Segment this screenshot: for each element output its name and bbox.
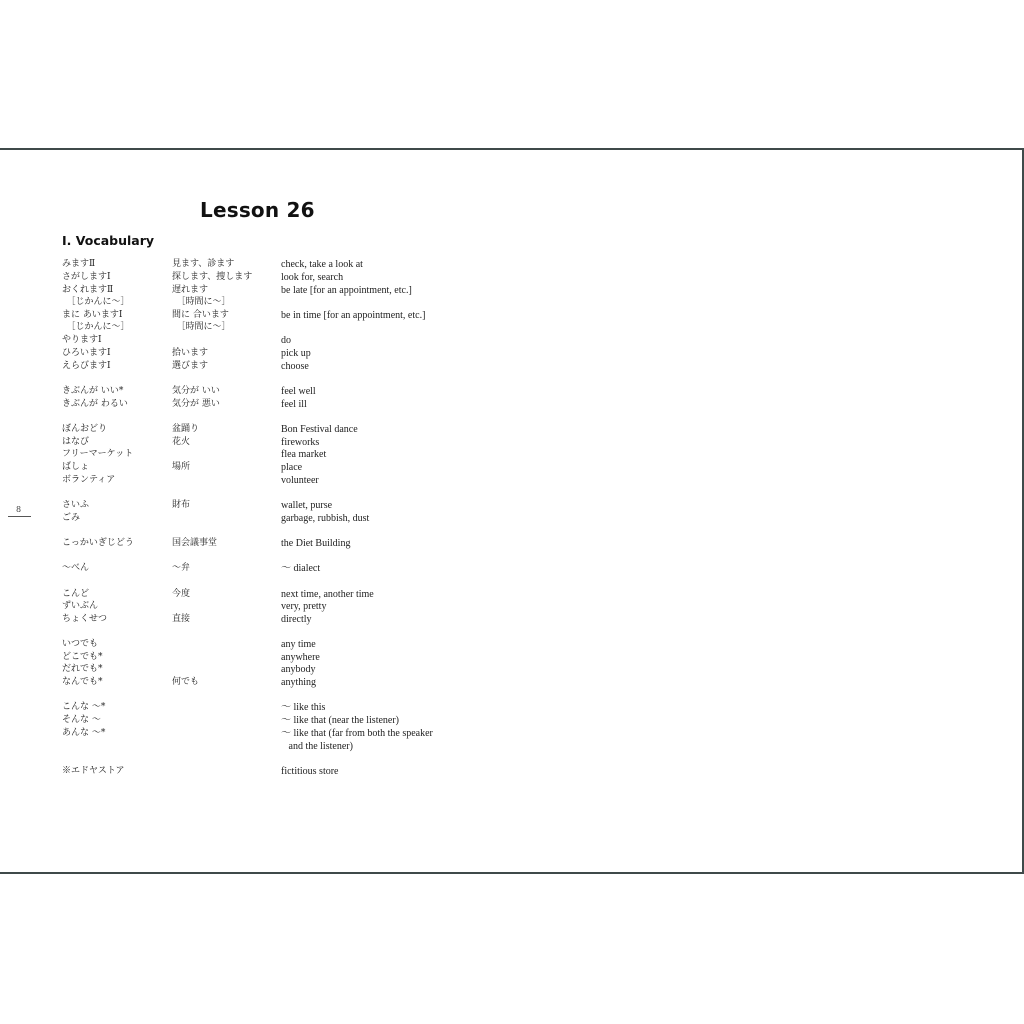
vocab-meaning: anywhere [281, 652, 320, 663]
vocab-kanji: 何でも [172, 677, 200, 687]
section-heading: I. Vocabulary [62, 233, 155, 248]
vocab-reading: えらびますⅠ [62, 361, 111, 371]
vocab-meaning: choose [281, 361, 309, 372]
vocab-meaning: any time [281, 639, 316, 650]
vocab-kanji: 気分が いい [172, 386, 220, 396]
vocab-kanji: ［時間に～］ [172, 297, 231, 307]
vocab-meaning: fireworks [281, 437, 320, 448]
vocab-meaning: directly [281, 614, 312, 625]
vocab-meaning: ～ like that (far from both the speaker [281, 728, 433, 739]
vocab-reading: ［じかんに～］ [62, 297, 130, 307]
vocab-meaning: wallet, purse [281, 500, 333, 511]
vocab-kanji: 国会議事堂 [172, 538, 218, 548]
vocab-reading: やりますⅠ [62, 335, 102, 345]
vocab-reading: はなび [62, 437, 90, 447]
vocab-reading: ずいぶん [62, 601, 99, 611]
vocab-meaning: pick up [281, 348, 311, 359]
vocab-meaning: Bon Festival dance [281, 424, 358, 435]
vocab-reading: きぶんが わるい [62, 399, 128, 409]
vocab-reading: おくれますⅡ [62, 285, 114, 295]
vocab-meaning: next time, another time [281, 589, 374, 600]
vocab-reading: そんな ～ [62, 715, 101, 725]
vocab-reading: ごみ [62, 513, 81, 523]
vocab-reading: ちょくせつ [62, 614, 108, 624]
vocab-meaning: flea market [281, 449, 327, 460]
vocab-kanji: ～弁 [172, 563, 191, 573]
vocab-reading: あんな ～* [62, 728, 106, 738]
vocab-meaning: garbage, rubbish, dust [281, 513, 370, 524]
vocab-reading: ［じかんに～］ [62, 322, 130, 332]
vocab-kanji: ［時間に～］ [172, 322, 231, 332]
vocab-reading: きぶんが いい* [62, 386, 124, 396]
vocab-reading: こんな ～* [62, 702, 106, 712]
vocab-meaning: fictitious store [281, 766, 339, 777]
vocab-kanji: 間に 合います [172, 310, 229, 320]
vocab-kanji: 直接 [172, 614, 191, 624]
lesson-title: Lesson 26 [200, 198, 315, 222]
vocab-kanji: 場所 [172, 462, 191, 472]
vocab-reading: ボランティア [62, 475, 116, 485]
vocab-reading: こんど [62, 589, 90, 599]
vocab-kanji: 見ます、診ます [172, 259, 235, 269]
vocab-meaning: feel well [281, 386, 316, 397]
vocab-meaning: ～ dialect [281, 563, 321, 574]
vocab-kanji: 探します、捜します [172, 272, 253, 282]
vocab-meaning: do [281, 335, 291, 346]
vocab-meaning: ～ like that (near the listener) [281, 715, 400, 726]
vocab-reading: みますⅡ [62, 259, 96, 269]
vocab-meaning: place [281, 462, 303, 473]
vocab-meaning: be in time [for an appointment, etc.] [281, 310, 426, 321]
vocab-reading: まに あいますⅠ [62, 310, 123, 320]
vocab-meaning: check, take a look at [281, 259, 363, 270]
vocab-meaning: be late [for an appointment, etc.] [281, 285, 412, 296]
vocab-reading: こっかいぎじどう [62, 538, 134, 548]
vocab-meaning: anything [281, 677, 316, 688]
vocab-reading: ひろいますⅠ [62, 348, 111, 358]
vocab-kanji: 選びます [172, 361, 209, 371]
vocab-meaning: feel ill [281, 399, 307, 410]
vocab-reading: なんでも* [62, 677, 103, 687]
vocab-reading: どこでも* [62, 652, 103, 662]
vocab-reading: だれでも* [62, 664, 103, 674]
page-number: 8 [16, 505, 22, 514]
vocab-kanji: 遅れます [172, 285, 209, 295]
vocab-reading: さがしますⅠ [62, 272, 111, 282]
vocab-kanji: 財布 [172, 500, 191, 510]
vocab-reading: ～べん [62, 563, 90, 573]
vocab-kanji: 今度 [172, 589, 191, 599]
vocab-meaning: volunteer [281, 475, 319, 486]
vocab-reading: さいふ [62, 500, 90, 510]
vocab-meaning: and the listener) [281, 741, 353, 752]
vocab-meaning: look for, search [281, 272, 344, 283]
vocab-reading: ばしょ [62, 462, 90, 472]
vocab-meaning: anybody [281, 664, 316, 675]
vocab-meaning: the Diet Building [281, 538, 351, 549]
vocab-reading: いつでも [62, 639, 99, 649]
vocab-reading: ※エドヤストア [62, 766, 125, 776]
vocab-meaning: very, pretty [281, 601, 327, 612]
vocab-reading: フリーマーケット [62, 449, 134, 459]
vocab-kanji: 拾います [172, 348, 209, 358]
vocab-kanji: 盆踊り [172, 424, 200, 434]
vocab-meaning: ～ like this [281, 702, 326, 713]
vocab-reading: ぼんおどり [62, 424, 108, 434]
vocab-kanji: 花火 [172, 437, 191, 447]
vocab-kanji: 気分が 悪い [172, 399, 220, 409]
